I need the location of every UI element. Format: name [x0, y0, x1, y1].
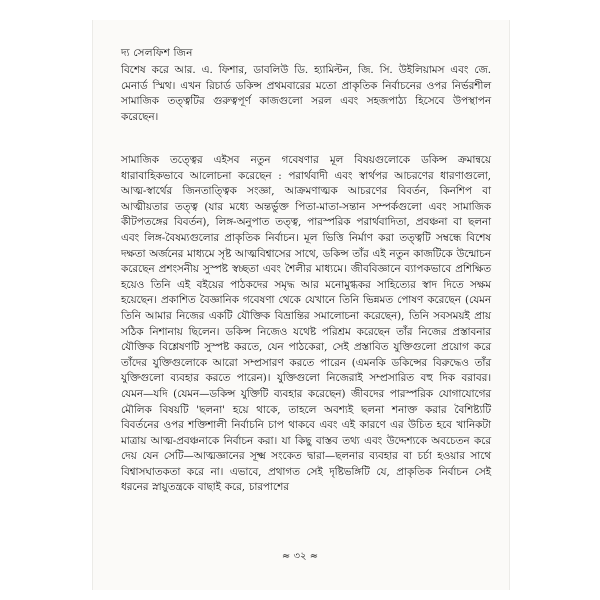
folio-close-mark: ≈ [309, 551, 319, 562]
running-head: দ্য সেলফিশ জিন [121, 47, 193, 59]
page-number-value: ৩২ [293, 551, 307, 562]
page-number [0, 549, 600, 566]
paragraph-2: সামাজিক তত্ত্বের এইসব নতুন গবেষণার মূল বিষয়গুলোকে ডকিন্স ক্রমান্বয়ে ধারাবাহিকভাবে আলোচনা করেছেন : পরার্থবাদী এবং স্বার্থপর আচরণের ধারণাগুলো, আত্ম-স্বার্থের জিনতাত্ত্বিক সংজ্ঞা, আক্রমণাত্মক আচরণের বিবর্তন, কিনশিপ বা আত্মীয়তার তত্ত্ব (যার মধ্যে অন্তর্ভুক্ত পিতা-মাতা-সন্তান সম্পর্কগুলো এবং সামাজিক কীটপতঙ্গের বিবর্তন), লিঙ্গ-অনুপাত তত্ত্ব, পারস্পরিক পরার্থবাদিতা, প্রবঞ্চনা বা ছলনা এবং লিঙ্গ-বৈষম্যগুলোর প্রাকৃতিক নির্বাচন। মূল ভিত্তি নির্মাণ করা তত্ত্বটি সম্বন্ধে বিশেষ দক্ষতা অর্জনের মাধ্যমে সৃষ্ট আত্মবিশ্বাসের সাথে, ডকিন্স তাঁর এই নতুন কাজটিকে উন্মোচন করেছেন প্রশংসনীয় সুস্পষ্ট স্বচ্ছতা এবং শৈলীর মাধ্যমে। জীববিজ্ঞানে ব্যাপকভাবে প্রশিক্ষিত হয়েও তিনি এই বইয়ের পাঠকদের সমৃদ্ধ আর মনোমুগ্ধকর সাহিত্যের স্বাদ দিতে সক্ষম হয়েছেন। প্রকাশিত বৈজ্ঞানিক গবেষণা থেকে যেখানে তিনি ভিন্নমত পোষণ করেছেন (যেমন তিনি আমার নিজের একটি যৌক্তিক বিভ্রান্তির সমালোচনা করেছেন), তিনি সবসময়ই প্রায় সঠিক নিশানায় ছিলেন। ডকিন্স নিজেও যথেষ্ট পরিশ্রম করেছেন তাঁর নিজের প্রস্তাবনার যৌক্তিক বিশ্লেষণটি সুস্পষ্ট করতে, যেন পাঠকেরা, সেই প্রস্তাবিত যুক্তিগুলো প্রয়োগ করে তাঁদের যুক্তিগুলোকে আরো সম্প্রসারণ করতে পারেন (এমনকি ডকিন্সের বিরুদ্ধেও তাঁর যুক্তিগুলো ব্যবহার করতে পারেন)। যুক্তিগুলো নিজেরাই সম্প্রসারিত বহু দিক বরাবর। যেমন—যদি (যেমন—ডকিন্স যুক্তিটি ব্যবহার করেছেন) জীবদের পারস্পরিক যোগাযোগের মৌলিক বিষয়টি 'ছলনা' হয়ে থাকে, তাহলে অবশ্যই ছলনা শনাক্ত করার বৈশিষ্ট্যটি বিবর্তনের ওপর শক্তিশালী নির্বাচনি চাপ থাকবে এবং এই কারণে এর উচিত হবে খানিকটা মাত্রায় আত্ম-প্রবঞ্চনাকে নির্বাচন করা। যা কিছু বাস্তব তথ্য এবং উদ্দেশ্যকে অবচেতন করে দেয় যেন সেটি—আত্মজ্ঞানের সূক্ষ্ম সংকেত দ্বারা—ছলনার ব্যবহার বা চর্চা হওয়ার সাথে বিশ্বাসঘাতকতা করে না। এভাবে, প্রথাগত সেই দৃষ্টিভঙ্গিটি যে, প্রাকৃতিক নির্বাচন সেই ধরনের স্নায়ুতন্ত্রকে বাছাই করে, চারপাশের [121, 154, 491, 494]
folio-open-mark: ≈ [281, 551, 291, 562]
paragraph-1: বিশেষ করে আর. এ. ফিশার, ডাবলিউ ডি. হ্যামিল্টন, জি. সি. উইলিয়ামস এবং জে. মেনার্ড স্মিথ। এখন রিচার্ড ডকিন্স প্রথমবারের মতো প্রাকৃতিক নির্বাচনের ওপর নির্ভরশীল সামাজিক তত্ত্বটির গুরুত্বপূর্ণ কাজগুলো সরল এবং সহজপাঠ্য হিসেবে উপস্থাপন করেছেন। [121, 64, 491, 123]
